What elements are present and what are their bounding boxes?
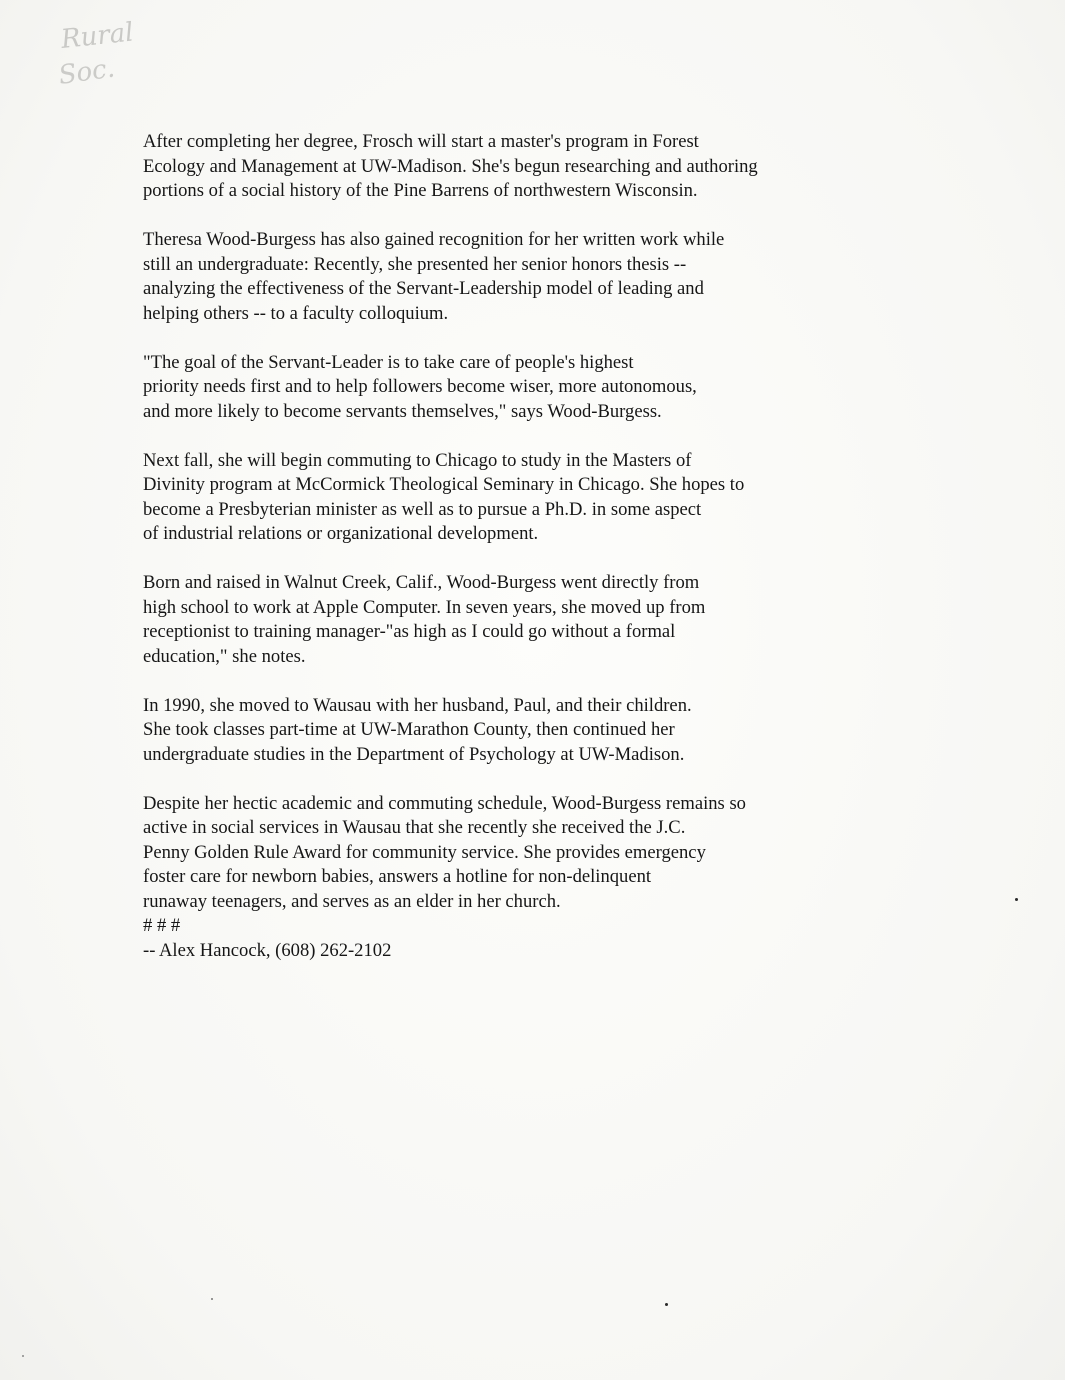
- pencil-note-line-2: Soc.: [56, 53, 117, 91]
- pencil-annotation: [52, 12, 162, 92]
- text-line: foster care for newborn babies, answers a hotline for non-delinquent: [143, 866, 652, 887]
- scan-speck: [1015, 898, 1018, 901]
- paragraph-move-to-wausau: [143, 694, 863, 768]
- end-mark: # # #: [143, 915, 181, 936]
- text-line: "The goal of the Servant-Leader is to take care of people's highest: [143, 351, 634, 373]
- paragraph-background: [143, 571, 863, 669]
- press-release-body: [143, 130, 863, 963]
- text-line: of industrial relations or organizational development.: [143, 523, 539, 544]
- text-line: become a Presbyterian minister as well as to pursue a Ph.D. in some aspect: [143, 498, 702, 520]
- paragraph-next-fall: [143, 449, 863, 547]
- text-line: Theresa Wood-Burgess has also gained recognition for her written work while: [143, 229, 725, 250]
- text-line: In 1990, she moved to Wausau with her husband, Paul, and their children.: [143, 694, 692, 716]
- text-line: portions of a social history of the Pine Barrens of northwestern Wisconsin.: [143, 180, 698, 201]
- text-line: Despite her hectic academic and commuting schedule, Wood-Burgess remains so: [143, 792, 746, 814]
- text-line: and more likely to become servants themselves," says Wood-Burgess.: [143, 400, 662, 422]
- text-line: high school to work at Apple Computer. In seven years, she moved up from: [143, 596, 706, 618]
- scan-speck: [665, 1303, 668, 1306]
- paragraph-wood-burgess-recognition: [143, 228, 863, 326]
- text-line: still an undergraduate: Recently, she presented her senior honors thesis --: [143, 253, 687, 275]
- text-line: Born and raised in Walnut Creek, Calif., Wood-Burgess went directly from: [143, 572, 700, 593]
- text-line: analyzing the effectiveness of the Servant-Leadership model of leading and: [143, 278, 704, 299]
- paragraph-community-service: [143, 792, 863, 915]
- text-line: Next fall, she will begin commuting to Chicago to study in the Masters of: [143, 449, 692, 471]
- scan-speck: [211, 1298, 213, 1300]
- paragraph-servant-leader-quote: [143, 351, 863, 425]
- pencil-note-line-1: Rural: [59, 17, 135, 55]
- text-line: active in social services in Wausau that she recently she received the J.C.: [143, 817, 686, 838]
- text-line: undergraduate studies in the Department of Psychology at UW-Madison.: [143, 743, 685, 765]
- text-line: Ecology and Management at UW-Madison. She's begun researching and authoring: [143, 155, 758, 177]
- scan-speck: [22, 1355, 24, 1357]
- media-contact: -- Alex Hancock, (608) 262-2102: [143, 939, 392, 961]
- text-line: Divinity program at McCormick Theological Seminary in Chicago. She hopes to: [143, 474, 745, 495]
- text-line: receptionist to training manager-"as high as I could go without a formal: [143, 621, 676, 642]
- text-line: helping others -- to a faculty colloquium.: [143, 302, 449, 324]
- text-line: education," she notes.: [143, 645, 306, 667]
- text-line: She took classes part-time at UW-Marathon County, then continued her: [143, 719, 675, 740]
- text-line: After completing her degree, Frosch will start a master's program in Forest: [143, 131, 699, 152]
- paragraph-frosch-plans: [143, 130, 863, 204]
- text-line: Penny Golden Rule Award for community service. She provides emergency: [143, 841, 706, 863]
- text-line: runaway teenagers, and serves as an elder in her church.: [143, 890, 561, 912]
- text-line: priority needs first and to help followers become wiser, more autonomous,: [143, 376, 697, 397]
